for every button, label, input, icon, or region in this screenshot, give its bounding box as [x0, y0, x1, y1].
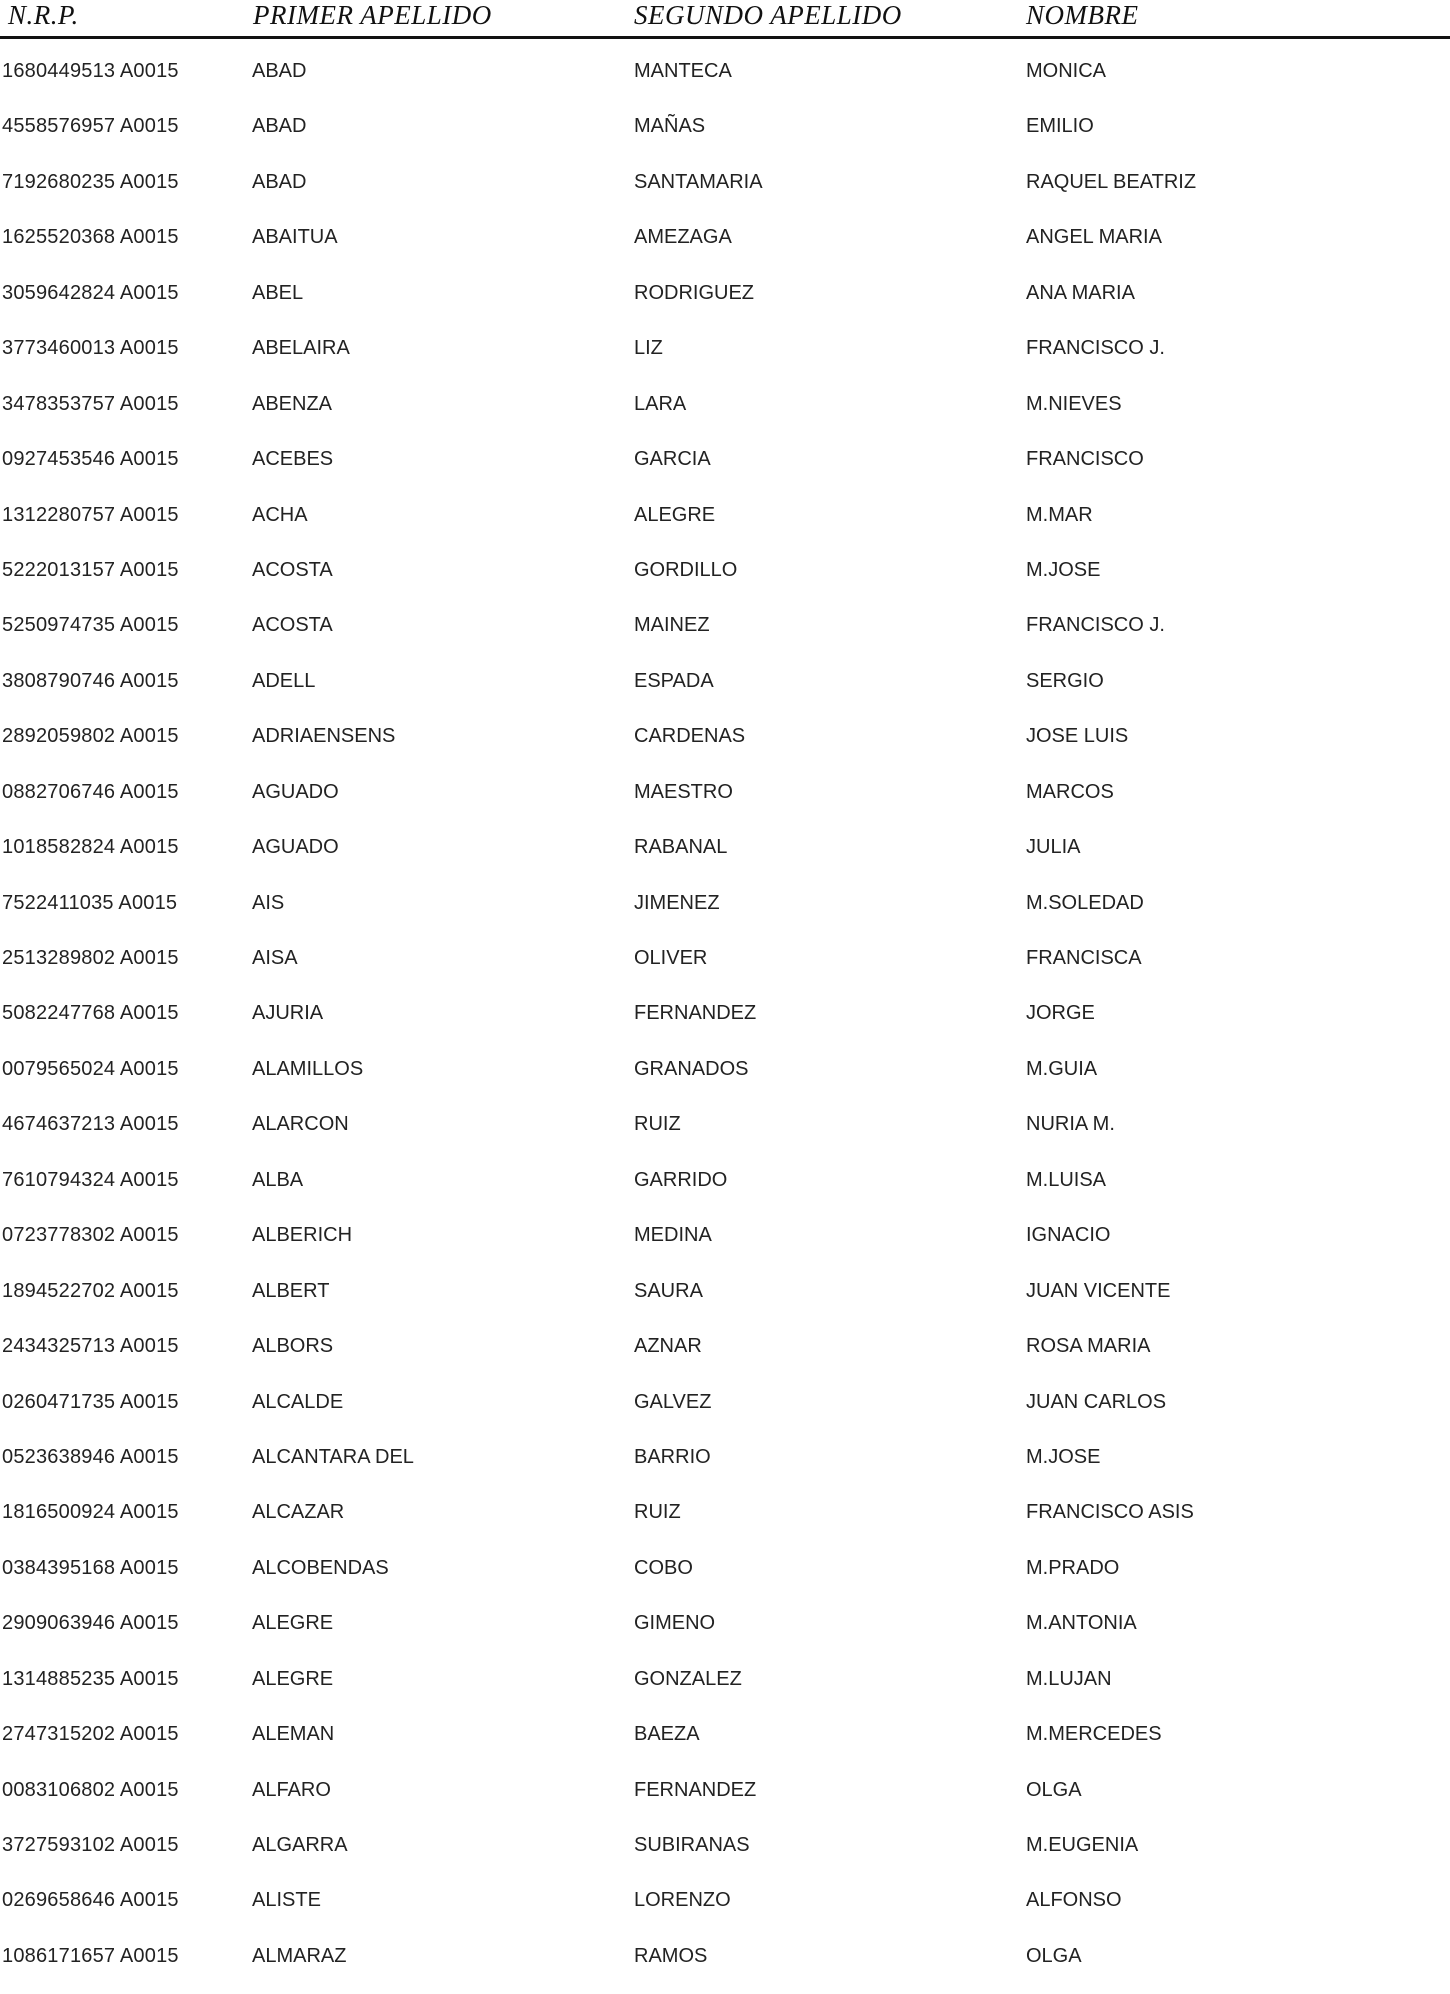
cell-primer-apellido: AGUADO: [252, 780, 339, 803]
cell-primer-apellido: AIS: [252, 891, 285, 914]
table-row: [0, 165, 1450, 220]
table-row: [0, 553, 1450, 608]
table-row: [0, 331, 1450, 386]
table-row: [0, 1107, 1450, 1162]
cell-primer-apellido: ALBA: [252, 1168, 304, 1191]
cell-nrp: 3059642824 A0015: [2, 281, 179, 304]
table-header: [0, 0, 1450, 40]
cell-segundo-apellido: COBO: [634, 1556, 693, 1579]
cell-nombre: OLGA: [1026, 1944, 1082, 1967]
table-row: [0, 996, 1450, 1051]
cell-segundo-apellido: MAÑAS: [634, 115, 706, 138]
cell-segundo-apellido: AMEZAGA: [634, 226, 732, 249]
cell-primer-apellido: ALFARO: [252, 1778, 331, 1801]
cell-segundo-apellido: BAEZA: [634, 1723, 700, 1746]
cell-segundo-apellido: GARCIA: [634, 448, 711, 471]
cell-primer-apellido: ACOSTA: [252, 558, 333, 581]
cell-primer-apellido: ALISTE: [252, 1889, 321, 1912]
cell-segundo-apellido: GIMENO: [634, 1612, 716, 1635]
cell-primer-apellido: ALCOBENDAS: [252, 1556, 389, 1579]
cell-segundo-apellido: LARA: [634, 392, 687, 415]
cell-nombre: ANA MARIA: [1026, 281, 1135, 304]
cell-nrp: 1680449513 A0015: [2, 60, 179, 82]
cell-nombre: M.LUISA: [1026, 1168, 1107, 1191]
cell-nrp: 1314885235 A0015: [2, 1667, 179, 1690]
cell-primer-apellido: ADRIAENSENS: [252, 725, 396, 748]
cell-primer-apellido: ALMARAZ: [252, 1944, 347, 1967]
cell-nrp: 7522411035 A0015: [2, 891, 178, 914]
table-row: [0, 1385, 1450, 1440]
table-row: [0, 1773, 1450, 1828]
cell-primer-apellido: ALBORS: [252, 1335, 334, 1358]
cell-nombre: SERGIO: [1026, 669, 1104, 692]
header-nombre: NOMBRE: [1026, 0, 1139, 30]
cell-nrp: 3808790746 A0015: [2, 669, 179, 692]
cell-nombre: JUAN VICENTE: [1026, 1279, 1171, 1302]
cell-nombre: M.ANTONIA: [1026, 1612, 1137, 1635]
cell-segundo-apellido: GALVEZ: [634, 1390, 712, 1413]
cell-nrp: 4674637213 A0015: [2, 1113, 179, 1136]
cell-segundo-apellido: ALEGRE: [634, 503, 716, 526]
cell-nombre: M.JOSE: [1026, 1445, 1101, 1468]
table-row: [0, 1495, 1450, 1550]
cell-primer-apellido: ALBERT: [252, 1279, 330, 1302]
table-row: [0, 608, 1450, 663]
cell-segundo-apellido: RODRIGUEZ: [634, 281, 754, 304]
cell-nrp: 5250974735 A0015: [2, 614, 179, 637]
cell-primer-apellido: AGUADO: [252, 836, 339, 859]
table-row: [0, 941, 1450, 996]
cell-segundo-apellido: OLIVER: [634, 947, 708, 969]
cell-nrp: 0384395168 A0015: [2, 1556, 179, 1579]
table-row: [0, 1551, 1450, 1606]
cell-segundo-apellido: BARRIO: [634, 1445, 711, 1468]
cell-primer-apellido: AJURIA: [252, 1002, 324, 1025]
cell-nombre: M.NIEVES: [1026, 392, 1122, 415]
cell-primer-apellido: ABELAIRA: [252, 337, 350, 360]
table-row: [0, 1440, 1450, 1495]
cell-nrp: 7610794324 A0015: [2, 1168, 179, 1191]
cell-primer-apellido: ALCAZAR: [252, 1501, 345, 1524]
cell-nrp: 0079565024 A0015: [2, 1057, 179, 1080]
cell-nrp: 1625520368 A0015: [2, 226, 179, 249]
cell-nrp: 2434325713 A0015: [2, 1335, 179, 1358]
cell-primer-apellido: ALEGRE: [252, 1612, 334, 1635]
table-row: [0, 1052, 1450, 1107]
table-row: [0, 1939, 1450, 1994]
cell-nombre: M.PRADO: [1026, 1556, 1120, 1579]
cell-nombre: RAQUEL BEATRIZ: [1026, 170, 1197, 193]
cell-segundo-apellido: LORENZO: [634, 1889, 731, 1912]
cell-nrp: 2513289802 A0015: [2, 947, 179, 969]
cell-primer-apellido: ALBERICH: [252, 1224, 353, 1247]
table-row: [0, 498, 1450, 553]
cell-nrp: 0260471735 A0015: [2, 1390, 179, 1413]
cell-nrp: 2892059802 A0015: [2, 725, 179, 748]
cell-primer-apellido: ALCALDE: [252, 1390, 344, 1413]
cell-nombre: JULIA: [1026, 836, 1081, 859]
cell-nrp: 3478353757 A0015: [2, 392, 179, 415]
table-row: [0, 1163, 1450, 1218]
cell-nombre: M.EUGENIA: [1026, 1834, 1139, 1856]
cell-nrp: 0083106802 A0015: [2, 1778, 179, 1801]
cell-nrp: 2747315202 A0015: [2, 1723, 179, 1746]
header-primer-apellido: PRIMER APELLIDO: [253, 0, 492, 30]
cell-primer-apellido: ALARCON: [252, 1113, 349, 1136]
cell-nrp: 1086171657 A0015: [2, 1944, 179, 1967]
cell-nrp: 0723778302 A0015: [2, 1224, 179, 1247]
cell-nrp: 2909063946 A0015: [2, 1612, 179, 1635]
cell-nrp: 1816500924 A0015: [2, 1501, 179, 1524]
cell-nombre: FRANCISCO: [1026, 448, 1144, 471]
cell-segundo-apellido: RUIZ: [634, 1113, 681, 1136]
cell-nombre: FRANCISCO J.: [1026, 337, 1165, 360]
table-body: [0, 54, 1450, 1994]
table-row: [0, 664, 1450, 719]
cell-primer-apellido: ACEBES: [252, 448, 334, 471]
table-row: [0, 220, 1450, 275]
header-rule: [0, 36, 1450, 39]
cell-nrp: 7192680235 A0015: [2, 170, 179, 193]
table-row: [0, 775, 1450, 830]
cell-primer-apellido: ALEMAN: [252, 1723, 335, 1746]
cell-segundo-apellido: SUBIRANAS: [634, 1834, 750, 1856]
cell-segundo-apellido: MANTECA: [634, 60, 732, 82]
header-nrp: N.R.P.: [8, 0, 79, 30]
cell-nombre: MONICA: [1026, 60, 1106, 82]
cell-nombre: MARCOS: [1026, 780, 1114, 803]
header-segundo-apellido: SEGUNDO APELLIDO: [634, 0, 902, 30]
cell-segundo-apellido: GARRIDO: [634, 1168, 728, 1191]
table-row: [0, 1606, 1450, 1661]
cell-segundo-apellido: FERNANDEZ: [634, 1778, 757, 1801]
cell-primer-apellido: ABAD: [252, 60, 307, 82]
table-row: [0, 1828, 1450, 1883]
cell-nombre: JOSE LUIS: [1026, 725, 1129, 748]
cell-primer-apellido: ABAITUA: [252, 226, 338, 249]
cell-segundo-apellido: MEDINA: [634, 1224, 712, 1247]
cell-primer-apellido: ABEL: [252, 281, 304, 304]
cell-nombre: JORGE: [1026, 1002, 1095, 1025]
cell-primer-apellido: ADELL: [252, 669, 316, 692]
cell-primer-apellido: AISA: [252, 947, 298, 969]
table-row: [0, 276, 1450, 331]
cell-nombre: ALFONSO: [1026, 1889, 1122, 1912]
cell-segundo-apellido: FERNANDEZ: [634, 1002, 757, 1025]
table-row: [0, 1717, 1450, 1772]
cell-nombre: JUAN CARLOS: [1026, 1390, 1167, 1413]
cell-segundo-apellido: RABANAL: [634, 836, 728, 859]
table-row: [0, 830, 1450, 885]
cell-segundo-apellido: GORDILLO: [634, 558, 738, 581]
cell-nombre: M.GUIA: [1026, 1057, 1098, 1080]
cell-segundo-apellido: RUIZ: [634, 1501, 681, 1524]
cell-nrp: 5082247768 A0015: [2, 1002, 179, 1025]
cell-primer-apellido: ACOSTA: [252, 614, 333, 637]
table-row: [0, 886, 1450, 941]
table-row: [0, 1274, 1450, 1329]
cell-primer-apellido: ALCANTARA DEL: [252, 1445, 414, 1468]
cell-segundo-apellido: GRANADOS: [634, 1057, 749, 1080]
cell-nombre: ROSA MARIA: [1026, 1335, 1151, 1358]
cell-nrp: 1894522702 A0015: [2, 1279, 179, 1302]
cell-nombre: FRANCISCO J.: [1026, 614, 1165, 637]
cell-nrp: 0523638946 A0015: [2, 1445, 179, 1468]
cell-primer-apellido: ACHA: [252, 503, 308, 526]
table-row: [0, 1329, 1450, 1384]
cell-nombre: FRANCISCO ASIS: [1026, 1501, 1194, 1524]
cell-nrp: 1018582824 A0015: [2, 836, 179, 859]
cell-primer-apellido: ALEGRE: [252, 1667, 334, 1690]
cell-segundo-apellido: CARDENAS: [634, 725, 746, 748]
cell-nrp: 0882706746 A0015: [2, 780, 179, 803]
cell-nrp: 3727593102 A0015: [2, 1834, 179, 1856]
cell-primer-apellido: ABENZA: [252, 392, 333, 415]
cell-primer-apellido: ALGARRA: [252, 1834, 348, 1856]
cell-nrp: 3773460013 A0015: [2, 337, 179, 360]
table-row: [0, 1218, 1450, 1273]
table-row: [0, 1662, 1450, 1717]
cell-segundo-apellido: GONZALEZ: [634, 1667, 742, 1690]
cell-segundo-apellido: SANTAMARIA: [634, 170, 763, 193]
table-row: [0, 442, 1450, 497]
cell-segundo-apellido: MAINEZ: [634, 614, 710, 637]
cell-nrp: 5222013157 A0015: [2, 558, 179, 581]
cell-primer-apellido: ABAD: [252, 115, 307, 138]
cell-nombre: ANGEL MARIA: [1026, 226, 1162, 249]
cell-primer-apellido: ALAMILLOS: [252, 1057, 364, 1080]
table-row: [0, 387, 1450, 442]
cell-nombre: OLGA: [1026, 1778, 1082, 1801]
cell-nrp: 1312280757 A0015: [2, 503, 179, 526]
cell-segundo-apellido: MAESTRO: [634, 780, 733, 803]
cell-nombre: IGNACIO: [1026, 1224, 1111, 1247]
cell-nrp: 0927453546 A0015: [2, 448, 179, 471]
cell-nombre: FRANCISCA: [1026, 947, 1142, 969]
cell-segundo-apellido: AZNAR: [634, 1335, 702, 1358]
cell-nombre: M.JOSE: [1026, 558, 1101, 581]
cell-segundo-apellido: ESPADA: [634, 669, 714, 692]
cell-nrp: 4558576957 A0015: [2, 115, 179, 138]
table-row: [0, 719, 1450, 774]
cell-nombre: M.LUJAN: [1026, 1667, 1112, 1690]
table-row: [0, 1883, 1450, 1938]
cell-primer-apellido: ABAD: [252, 170, 307, 193]
table-row: [0, 109, 1450, 164]
cell-nombre: M.MAR: [1026, 503, 1093, 526]
cell-segundo-apellido: RAMOS: [634, 1944, 708, 1967]
cell-segundo-apellido: JIMENEZ: [634, 891, 720, 914]
cell-nombre: M.MERCEDES: [1026, 1723, 1162, 1746]
cell-nombre: EMILIO: [1026, 115, 1094, 138]
cell-segundo-apellido: LIZ: [634, 337, 663, 360]
cell-nombre: NURIA M.: [1026, 1113, 1115, 1136]
cell-segundo-apellido: SAURA: [634, 1279, 703, 1302]
table-row: [0, 54, 1450, 109]
cell-nrp: 0269658646 A0015: [2, 1889, 179, 1912]
cell-nombre: M.SOLEDAD: [1026, 891, 1144, 914]
